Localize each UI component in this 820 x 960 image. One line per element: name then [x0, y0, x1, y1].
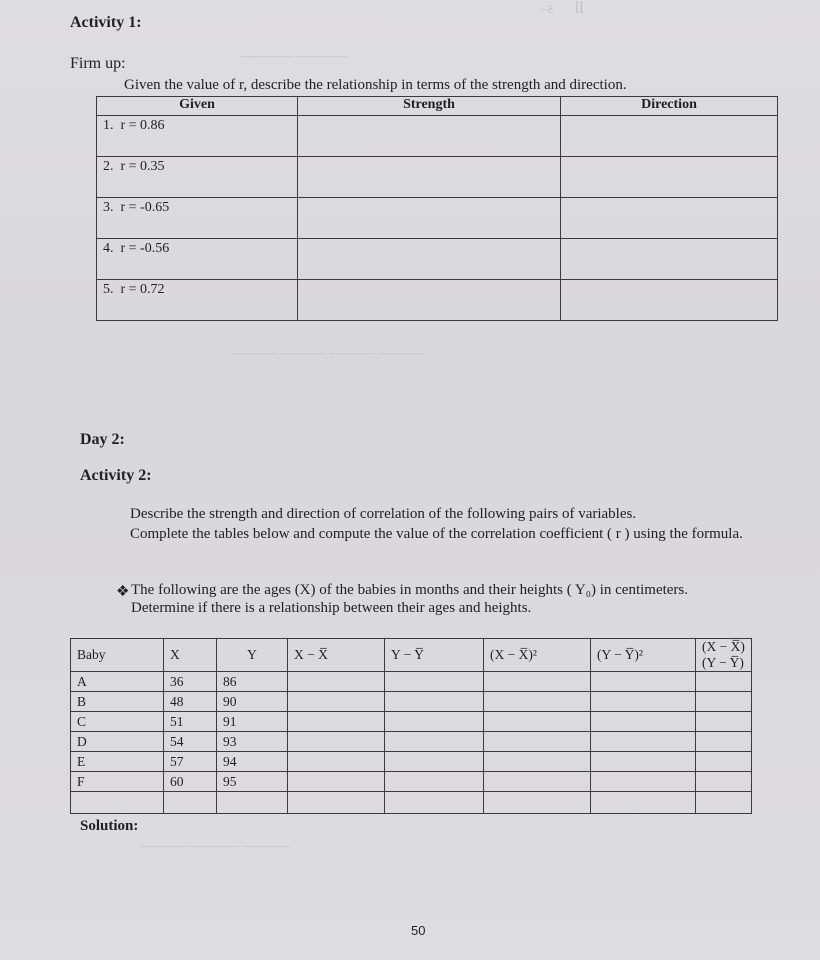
y-cell: 94: [217, 752, 288, 772]
answer-cell[interactable]: [696, 732, 752, 752]
x-cell: 48: [164, 692, 217, 712]
answer-cell[interactable]: [288, 792, 385, 814]
answer-cell[interactable]: [385, 772, 484, 792]
answer-cell[interactable]: [484, 772, 591, 792]
header-direction: Direction: [561, 97, 778, 116]
y-cell: 93: [217, 732, 288, 752]
header-strength: Strength: [298, 97, 561, 116]
answer-cell[interactable]: [696, 752, 752, 772]
bullet-icon: ❖: [116, 584, 130, 600]
direction-answer-cell[interactable]: [561, 157, 778, 198]
header-x: X: [164, 639, 217, 672]
answer-cell[interactable]: [385, 732, 484, 752]
baby-cell: D: [71, 732, 164, 752]
header-y: Y: [217, 639, 288, 672]
answer-cell[interactable]: [288, 672, 385, 692]
direction-answer-cell[interactable]: [561, 198, 778, 239]
baby-cell: F: [71, 772, 164, 792]
activity2-table: [70, 638, 752, 814]
baby-cell: C: [71, 712, 164, 732]
x-cell: 54: [164, 732, 217, 752]
activity1-table: [96, 96, 778, 321]
given-cell: 4. r = -0.56: [97, 239, 298, 280]
answer-cell[interactable]: [484, 792, 591, 814]
baby-cell: B: [71, 692, 164, 712]
strength-answer-cell[interactable]: [298, 116, 561, 157]
blank-cell: [71, 792, 164, 814]
answer-cell[interactable]: [591, 772, 696, 792]
firm-up-label: Firm up:: [70, 55, 126, 72]
strength-answer-cell[interactable]: [298, 198, 561, 239]
table-row: [97, 198, 778, 239]
answer-cell[interactable]: [591, 752, 696, 772]
answer-cell[interactable]: [484, 752, 591, 772]
table-row: [71, 692, 752, 712]
answer-cell[interactable]: [696, 672, 752, 692]
answer-cell[interactable]: [484, 672, 591, 692]
given-cell: 3. r = -0.65: [97, 198, 298, 239]
header-y-dev-sq: (Y − Y̅)²: [591, 639, 696, 672]
strength-answer-cell[interactable]: [298, 239, 561, 280]
answer-cell[interactable]: [696, 692, 752, 712]
x-cell: 60: [164, 772, 217, 792]
table-total-row: [71, 792, 752, 814]
table-row: [71, 672, 752, 692]
header-x-dev: X − X̅: [288, 639, 385, 672]
activity1-title: Activity 1:: [70, 14, 142, 31]
answer-cell[interactable]: [591, 672, 696, 692]
answer-cell[interactable]: [484, 692, 591, 712]
given-cell: 2. r = 0.35: [97, 157, 298, 198]
bleed-through-text: ———— ———— ————: [140, 838, 290, 852]
answer-cell[interactable]: [217, 792, 288, 814]
answer-cell[interactable]: [288, 712, 385, 732]
header-product: (X − X̅)(Y − Y̅): [696, 639, 752, 672]
answer-cell[interactable]: [385, 692, 484, 712]
page-number: 50: [411, 923, 426, 938]
day2-title: Day 2:: [80, 431, 125, 448]
table-row: [71, 772, 752, 792]
activity1-instruction: Given the value of r, describe the relationship in terms of the strength and direction.: [124, 77, 627, 93]
header-baby: Baby: [71, 639, 164, 672]
answer-cell[interactable]: [591, 792, 696, 814]
table-row: [71, 752, 752, 772]
answer-cell[interactable]: [696, 712, 752, 732]
table-row: [97, 157, 778, 198]
answer-cell[interactable]: [385, 792, 484, 814]
table-row: [71, 712, 752, 732]
problem-line-1: The following are the ages (X) of the babies in months and their heights ( Y₀) in centimeters.: [131, 582, 689, 598]
baby-cell: E: [71, 752, 164, 772]
table-header-row: [71, 639, 752, 672]
table-row: [97, 239, 778, 280]
y-cell: 86: [217, 672, 288, 692]
x-cell: 36: [164, 672, 217, 692]
answer-cell[interactable]: [696, 772, 752, 792]
answer-cell[interactable]: [164, 792, 217, 814]
problem-line-2: Determine if there is a relationship between their ages and heights.: [131, 600, 532, 616]
activity2-title: Activity 2:: [80, 467, 152, 484]
y-cell: 90: [217, 692, 288, 712]
given-cell: 1. r = 0.86: [97, 116, 298, 157]
table-header-row: [97, 97, 778, 116]
answer-cell[interactable]: [288, 732, 385, 752]
activity2-instruction-1: Describe the strength and direction of correlation of the following pairs of variables.: [130, 506, 637, 522]
header-y-dev: Y − Y̅: [385, 639, 484, 672]
bleed-through-text: ———— ————: [240, 48, 348, 63]
answer-cell[interactable]: [385, 752, 484, 772]
answer-cell[interactable]: [591, 692, 696, 712]
strength-answer-cell[interactable]: [298, 280, 561, 321]
answer-cell[interactable]: [385, 672, 484, 692]
bleed-through-marks: ⌐Ƨ ꟾꟾ: [540, 2, 584, 16]
y-cell: 95: [217, 772, 288, 792]
answer-cell[interactable]: [696, 792, 752, 814]
answer-cell[interactable]: [484, 732, 591, 752]
table-row: [71, 732, 752, 752]
answer-cell[interactable]: [288, 752, 385, 772]
header-x-dev-sq: (X − X̅)²: [484, 639, 591, 672]
activity2-instruction-2: Complete the tables below and compute the value of the correlation coefficient ( r ) using the formula.: [130, 526, 743, 542]
header-given: Given: [97, 97, 298, 116]
y-cell: 91: [217, 712, 288, 732]
table-row: [97, 280, 778, 321]
given-cell: 5. r = 0.72: [97, 280, 298, 321]
direction-answer-cell[interactable]: [561, 116, 778, 157]
answer-cell[interactable]: [385, 712, 484, 732]
solution-label: Solution:: [80, 818, 139, 834]
strength-answer-cell[interactable]: [298, 157, 561, 198]
answer-cell[interactable]: [288, 692, 385, 712]
answer-cell[interactable]: [288, 772, 385, 792]
baby-cell: A: [71, 672, 164, 692]
answer-cell[interactable]: [591, 712, 696, 732]
bleed-through-text: ———— ———— ———— ————: [230, 345, 425, 360]
direction-answer-cell[interactable]: [561, 239, 778, 280]
table-row: [97, 116, 778, 157]
answer-cell[interactable]: [484, 712, 591, 732]
answer-cell[interactable]: [591, 732, 696, 752]
x-cell: 51: [164, 712, 217, 732]
x-cell: 57: [164, 752, 217, 772]
direction-answer-cell[interactable]: [561, 280, 778, 321]
